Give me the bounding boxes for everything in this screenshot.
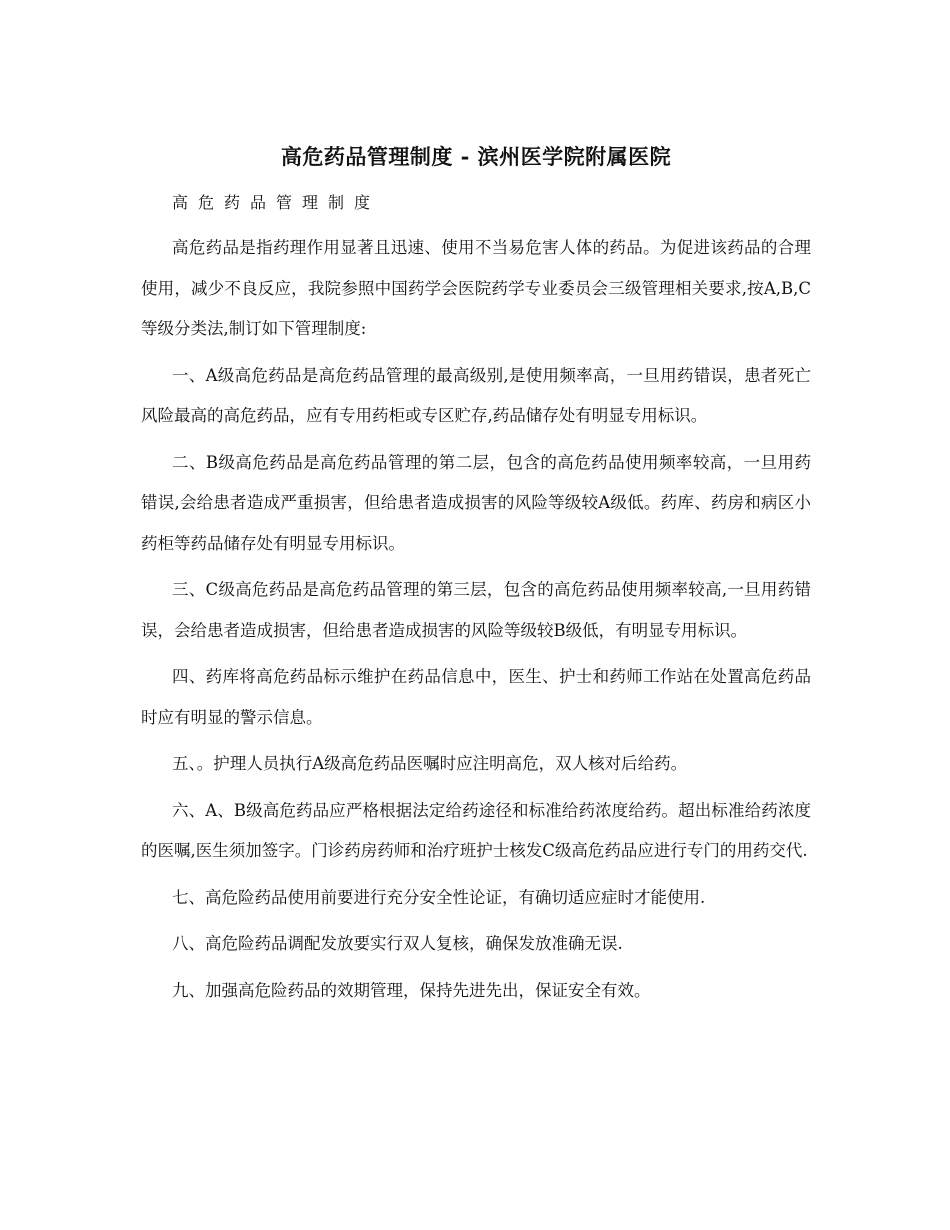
rule-paragraph-2: 二、B级高危药品是高危药品管理的第二层，包含的高危药品使用频率较高，一旦用药错误,会给患者造成严重损害，但给患者造成损害的风险等级较A级低。药库、药房和病区小药柜等药品储存处有明显专用标识。 [141,452,811,553]
rule-paragraph-8: 八、高危险药品调配发放要实行双人复核，确保发放准确无误. [172,934,623,953]
document-page [141,140,811,1017]
rule-paragraph-1: 一、A级高危药品是高危药品管理的最高级别,是使用频率高，一旦用药错误，患者死亡风险最高的高危药品，应有专用药柜或专区贮存,药品储存处有明显专用标识。 [141,365,811,425]
rule-paragraph-7: 七、高危险药品使用前要进行充分安全性论证，有确切适应症时才能使用. [172,887,706,907]
rule-paragraph-4: 四、药库将高危药品标示维护在药品信息中，医生、护士和药师工作站在处置高危药品时应有明显的警示信息。 [141,667,811,727]
document-subtitle: 高危药品管理制度 [172,193,381,212]
rule-paragraph-5: 五、。护理人员执行A级高危药品医嘱时应注明高危，双人核对后给药。 [172,754,688,773]
rule-paragraph-3: 三、C级高危药品是高危药品管理的第三层，包含的高危药品使用频率较高,一旦用药错误，会给患者造成损害，但给患者造成损害的风险等级较B级低，有明显专用标识。 [141,580,811,640]
rule-paragraph-9: 九、加强高危险药品的效期管理，保持先进先出，保证安全有效。 [172,980,651,1000]
intro-paragraph: 高危药品是指药理作用显著且迅速、使用不当易危害人体的药品。为促进该药品的合理使用，减少不良反应，我院参照中国药学会医院药学专业委员会三级管理相关要求,按A,B,C等级分类法,制订如下管理制度: [141,238,811,338]
rule-paragraph-6: 六、A、B级高危药品应严格根据法定给药途径和标准给药浓度给药。超出标准给药浓度的医嘱,医生须加签字。门诊药房药师和治疗班护士核发C级高危药品应进行专门的用药交代. [141,800,811,860]
document-title: 高危药品管理制度 - 滨州医学院附属医院 [280,144,672,169]
